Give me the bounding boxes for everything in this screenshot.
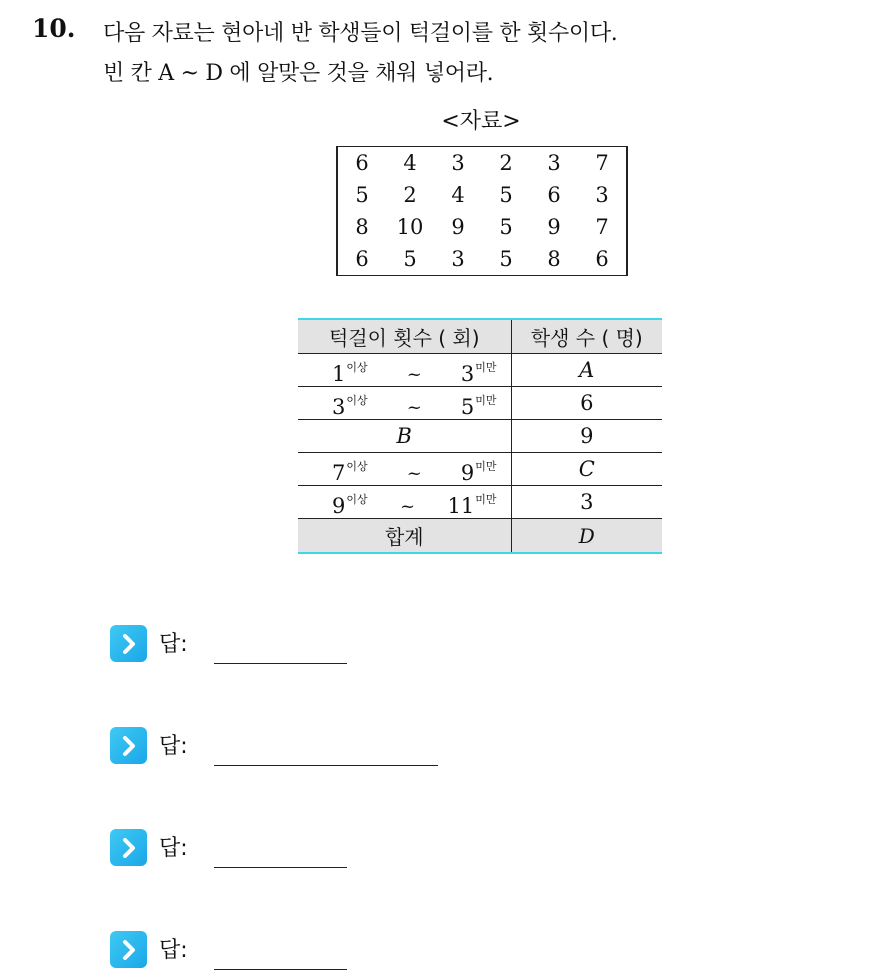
range-from: 7 (332, 460, 346, 485)
range-to: 5 (460, 394, 475, 419)
below-mark: 미만 (475, 360, 497, 374)
answer-label: 답: (159, 938, 188, 963)
below-mark: 미만 (475, 393, 497, 407)
raw-data-cell: 9 (547, 215, 561, 239)
range-to: 3 (460, 361, 475, 386)
question-text-line1: 다음 자료는 현아네 반 학생들이 턱걸이를 한 횟수이다. (103, 21, 618, 46)
answer-label: 답: (159, 836, 188, 861)
raw-data-cell: 5 (403, 247, 417, 271)
count-cell: A (511, 354, 662, 387)
raw-data-cell: 9 (451, 215, 465, 239)
raw-data-cell: 8 (355, 215, 369, 239)
question-text-line2: 빈 칸 A ~ D 에 알맞은 것을 채워 넣어라. (103, 61, 494, 86)
raw-data-cell: 10 (396, 215, 424, 239)
raw-data-row (338, 243, 626, 275)
raw-data-cell: 5 (499, 215, 513, 239)
answer-row-2 (110, 727, 188, 764)
raw-data-cell: 6 (355, 247, 369, 271)
table-row (298, 453, 662, 486)
raw-data-cell: 3 (595, 183, 609, 207)
answer-row-4 (110, 931, 188, 968)
raw-data-cell: 5 (355, 183, 369, 207)
raw-data-cell: 6 (547, 183, 561, 207)
answer-label: 답: (159, 734, 188, 759)
count-cell: 3 (511, 486, 662, 519)
chevron-right-icon (110, 625, 147, 662)
frequency-table-header (298, 319, 662, 354)
raw-data-cell: 6 (595, 247, 609, 271)
table-row (298, 486, 662, 519)
below-mark: 미만 (475, 492, 497, 506)
range-cell (298, 486, 511, 519)
raw-data-cell: 6 (355, 151, 369, 175)
header-range: 턱걸이 횟수 ( 회) (298, 319, 511, 354)
total-row (298, 519, 662, 554)
raw-data-row (338, 179, 626, 211)
range-cell (298, 354, 511, 387)
raw-data-cell: 4 (403, 151, 417, 175)
above-mark: 이상 (346, 360, 368, 374)
answer-input-2[interactable] (214, 765, 438, 766)
tilde: ~ (406, 363, 422, 385)
above-mark: 이상 (346, 393, 368, 407)
raw-data-cell: 5 (499, 183, 513, 207)
raw-data-cell: 3 (451, 151, 465, 175)
raw-data-cell: 5 (499, 247, 513, 271)
range-cell (298, 453, 511, 486)
chevron-right-icon (110, 727, 147, 764)
tilde: ~ (406, 396, 422, 418)
range-cell (298, 387, 511, 420)
range-to: 9 (460, 460, 475, 485)
raw-data-cell: 2 (403, 183, 417, 207)
header-count: 학생 수 ( 명) (511, 319, 662, 354)
raw-data-row (338, 147, 626, 179)
raw-data-cell: 3 (547, 151, 561, 175)
total-label: 합계 (298, 519, 511, 554)
range-from: 9 (332, 493, 346, 518)
raw-data-caption: <자료> (441, 109, 521, 134)
raw-data-cell: 8 (547, 247, 561, 271)
count-cell: 9 (511, 420, 662, 453)
above-mark: 이상 (346, 459, 368, 473)
answer-input-3[interactable] (214, 867, 347, 868)
table-row (298, 387, 662, 420)
range-from: 3 (332, 394, 346, 419)
chevron-right-icon (110, 931, 147, 968)
total-count: D (511, 519, 662, 554)
range-from: 1 (332, 361, 346, 386)
raw-data-cell: 2 (499, 151, 513, 175)
raw-data-table (336, 146, 628, 276)
raw-data-row (338, 211, 626, 243)
frequency-table (298, 318, 662, 554)
raw-data-cell: 7 (595, 151, 609, 175)
count-cell: 6 (511, 387, 662, 420)
answer-row-1 (110, 625, 188, 662)
raw-data-cell: 4 (451, 183, 465, 207)
count-cell: C (511, 453, 662, 486)
range-cell-blank-b: B (298, 420, 511, 453)
question-number: 10. (32, 14, 76, 43)
raw-data-cell: 7 (595, 215, 609, 239)
range-to: 11 (447, 493, 475, 518)
table-row (298, 420, 662, 453)
tilde: ~ (400, 495, 416, 517)
answer-input-4[interactable] (214, 969, 347, 970)
below-mark: 미만 (475, 459, 497, 473)
answer-input-1[interactable] (214, 663, 347, 664)
tilde: ~ (406, 462, 422, 484)
above-mark: 이상 (346, 492, 368, 506)
answer-label: 답: (159, 632, 188, 657)
chevron-right-icon (110, 829, 147, 866)
table-row (298, 354, 662, 387)
raw-data-cell: 3 (451, 247, 465, 271)
answer-row-3 (110, 829, 188, 866)
